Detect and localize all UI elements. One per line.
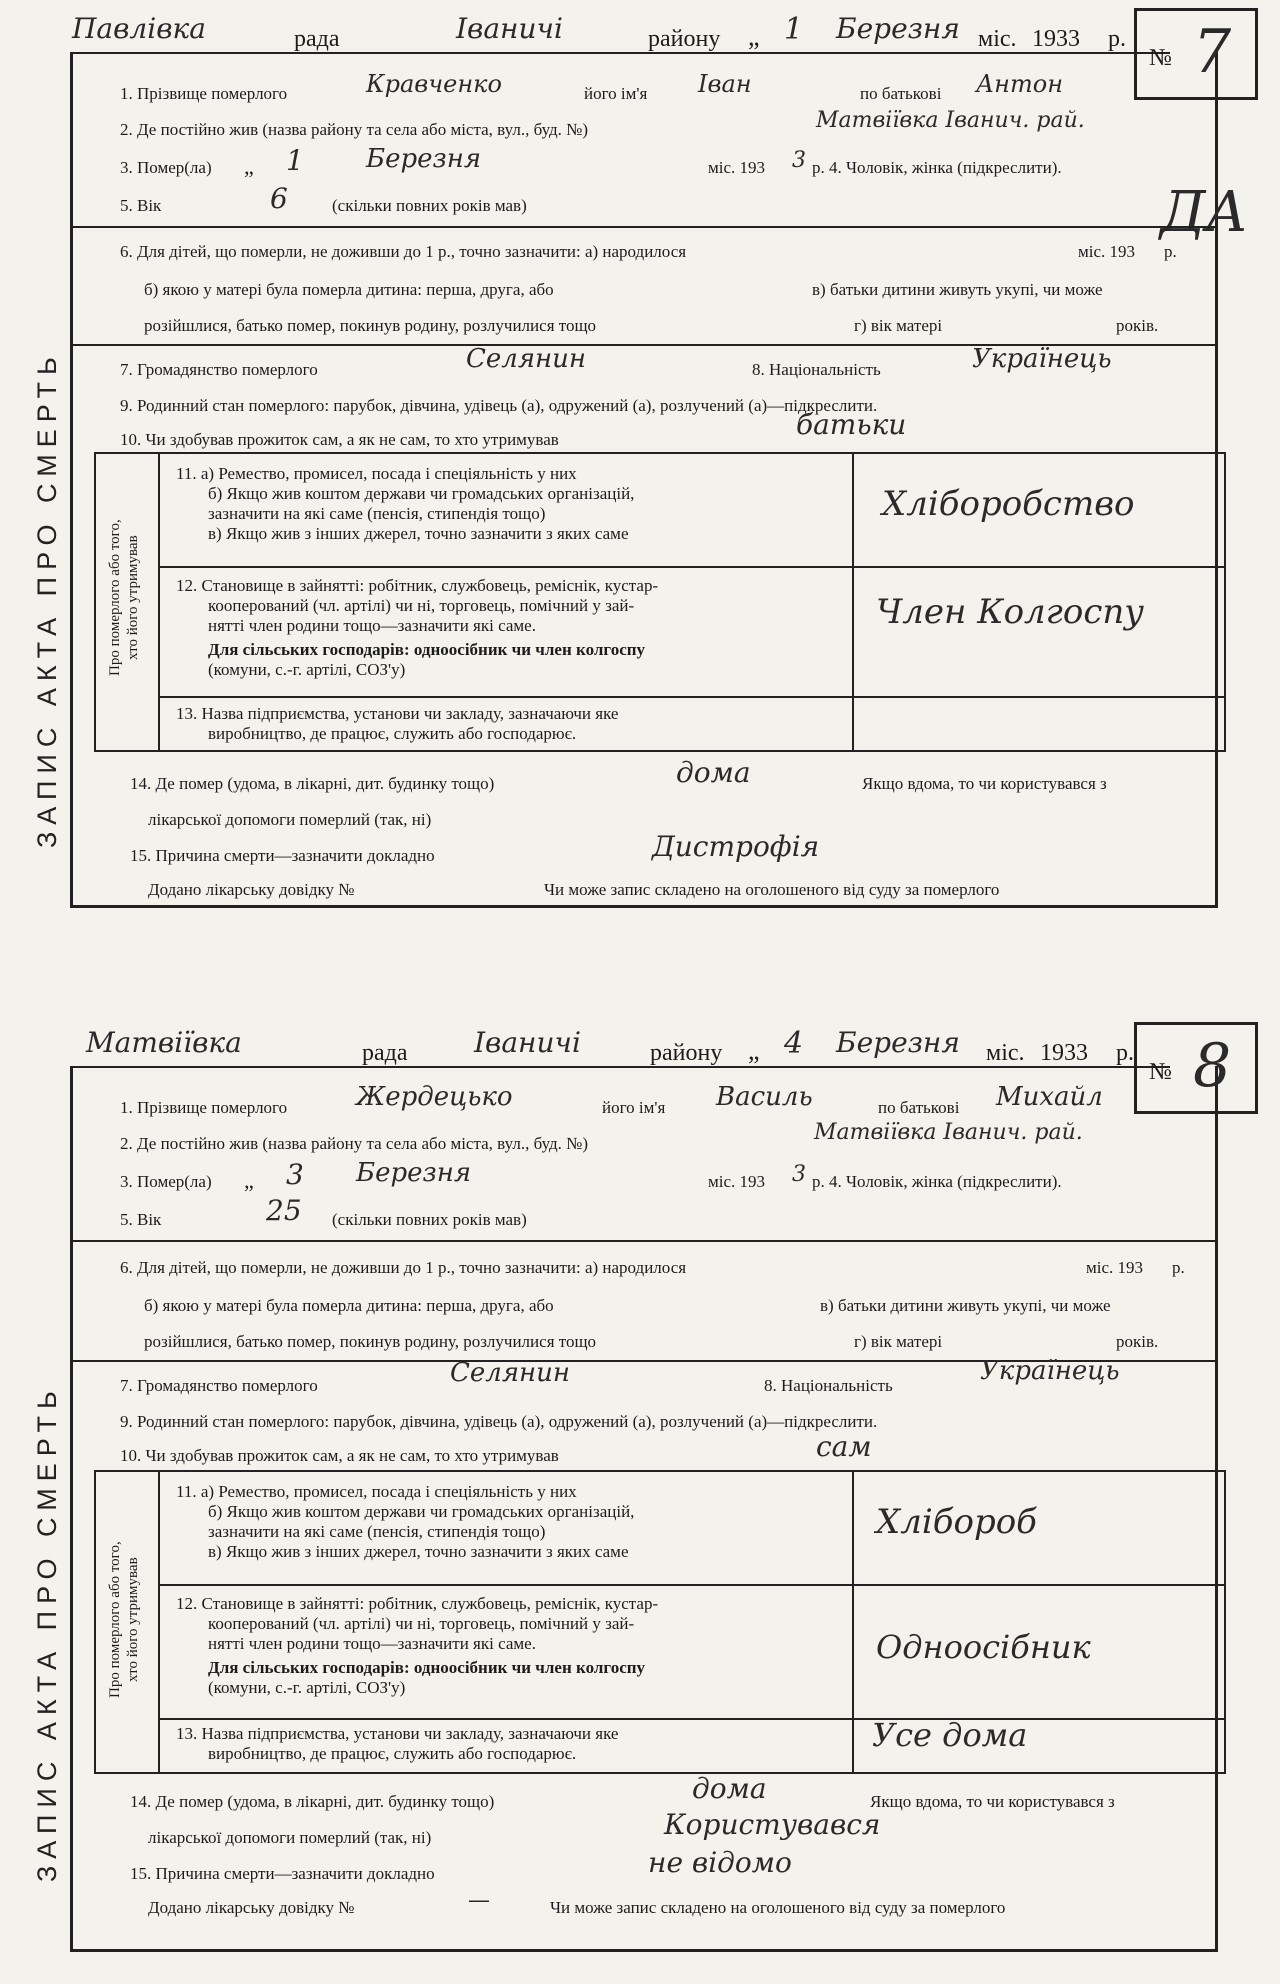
table-divider — [852, 454, 854, 750]
medical-help-label: лікарської допомоги померлий (так, ні) — [148, 810, 432, 829]
occupation-l1: 11. а) Ремество, промисел, посада і спеціяльність у них — [176, 1482, 577, 1501]
side-title: ЗАПИС АКТА ПРО СМЕРТЬ — [32, 1384, 62, 1882]
child-line-3-end: років. — [1116, 1332, 1159, 1351]
name-value: Іван — [698, 70, 752, 98]
cause-value: Дистрофія — [652, 830, 820, 863]
occupation-side-label: Про померлого або того, хто його утримував — [107, 1541, 141, 1699]
district-value: Іваничі — [456, 12, 563, 45]
died-month-label: міс. 193 — [708, 158, 766, 177]
record-number: 7 — [1193, 17, 1232, 87]
patronymic-label: по батькові — [878, 1098, 960, 1117]
residence-label: 2. Де постійно жив (назва району та села або міста, вул., буд. №) — [120, 120, 589, 139]
table-divider — [158, 1472, 160, 1772]
employment-l1: 12. Становище в зайнятті: робітник, службовець, реміснік, кустар- — [176, 1594, 659, 1613]
table-divider — [158, 566, 1224, 568]
date-quote: „ — [748, 22, 760, 51]
residence-value: Матвіївка Іванич. рай. — [814, 1120, 1083, 1145]
council-label: рада — [362, 1040, 408, 1066]
died-day: 3 — [286, 1158, 304, 1191]
record-number-box — [1134, 8, 1258, 100]
medical-help-label: лікарської допомоги померлий (так, ні) — [148, 1828, 432, 1847]
nationality-value: Українець — [980, 1356, 1120, 1386]
header-day: 4 — [784, 1026, 804, 1061]
citizenship-value: Селянин — [450, 1358, 571, 1388]
death-place-value: дома — [676, 756, 751, 789]
surname-label: 1. Прізвище померлого — [120, 1098, 288, 1117]
citizenship-label: 7. Громадянство померлого — [120, 360, 318, 379]
died-month: Березня — [366, 144, 482, 174]
died-month-label: міс. 193 — [708, 1172, 766, 1191]
citizenship-value: Селянин — [466, 344, 587, 374]
header-day: 1 — [784, 12, 804, 47]
workplace-l2: виробництво, де працює, служить або господарює. — [208, 1744, 577, 1763]
died-quote: „ — [244, 1168, 254, 1193]
certificate-label: Додано лікарську довідку № — [148, 1898, 355, 1917]
surname-label: 1. Прізвище померлого — [120, 84, 288, 103]
header-month: Березня — [836, 12, 960, 45]
death-record-2 — [32, 1022, 1258, 1952]
residence-label: 2. Де постійно жив (назва району та села або міста, вул., буд. №) — [120, 1134, 589, 1153]
patronymic-value: Михайл — [996, 1082, 1103, 1112]
child-line-3-mid: г) вік матері — [854, 1332, 943, 1351]
child-line-1: 6. Для дітей, що померли, не доживши до 1 р., точно зазначити: а) народилося — [120, 1258, 687, 1277]
employment-l5: (комуни, с.-г. артілі, СОЗ'у) — [208, 660, 406, 679]
child-line-1-suffix: р. — [1172, 1258, 1185, 1277]
surname-value: Жердецько — [356, 1082, 513, 1112]
district-label: району — [650, 1040, 723, 1066]
employment-value: Член Колгоспу — [876, 592, 1144, 632]
occupation-l1: 11. а) Ремество, промисел, посада і спеціяльність у них — [176, 464, 577, 483]
died-year-digit: 3 — [792, 148, 806, 173]
employment-value: Одноосібник — [876, 1628, 1091, 1666]
marital-label: 9. Родинний стан померлого: парубок, дівчина, удівець (а), одружений (а), розлучений (а)—підкреслити. — [120, 396, 878, 415]
occupation-side-label: Про померлого або того, хто його утримував — [107, 519, 141, 677]
died-quote: „ — [244, 154, 254, 179]
corner-mark: ДА — [1160, 180, 1248, 245]
name-label: його ім'я — [584, 84, 648, 103]
certificate-tail: Чи може запис складено на оголошеного від суду за померлого — [550, 1898, 1006, 1917]
number-label: № — [1149, 45, 1172, 71]
child-line-2-end: в) батьки дитини живуть укупі, чи може — [820, 1296, 1111, 1315]
occupation-l4: в) Якщо жив з інших джерел, точно зазначити з яких саме — [208, 524, 629, 543]
name-label: його ім'я — [602, 1098, 666, 1117]
died-month: Березня — [356, 1158, 472, 1188]
record-number: 8 — [1193, 1031, 1232, 1101]
child-line-3: розійшлися, батько помер, покинув родину, розлучилися тощо — [144, 1332, 597, 1351]
header-year: 1933 — [1040, 1040, 1088, 1066]
surname-value: Кравченко — [366, 70, 502, 98]
child-line-3: розійшлися, батько помер, покинув родину, розлучилися тощо — [144, 316, 597, 335]
side-title: ЗАПИС АКТА ПРО СМЕРТЬ — [32, 350, 62, 848]
employment-l4: Для сільських господарів: одноосібник чи член колгоспу — [208, 640, 646, 659]
nationality-label: 8. Національність — [752, 360, 881, 379]
occupation-l4: в) Якщо жив з інших джерел, точно зазначити з яких саме — [208, 1542, 629, 1561]
citizenship-label: 7. Громадянство померлого — [120, 1376, 318, 1395]
workplace-value: Усе дома — [872, 1716, 1028, 1754]
support-label: 10. Чи здобував прожиток сам, а як не сам, то хто утримував — [120, 430, 559, 449]
certificate-value: — — [468, 1888, 490, 1913]
patronymic-value: Антон — [976, 70, 1063, 98]
child-line-1: 6. Для дітей, що померли, не доживши до 1 р., точно зазначити: а) народилося — [120, 242, 687, 261]
occupation-value: Хлібороб — [876, 1502, 1037, 1542]
died-year-suffix: р. 4. Чоловік, жінка (підкреслити). — [812, 158, 1062, 177]
age-note: (скільки повних років мав) — [332, 196, 527, 215]
name-value: Василь — [716, 1082, 813, 1112]
header-month-label: міс. — [978, 26, 1017, 52]
district-value: Іваничі — [474, 1026, 581, 1059]
child-line-3-mid: г) вік матері — [854, 316, 943, 335]
died-label: 3. Помер(ла) — [120, 1172, 212, 1191]
cause-value: не відомо — [648, 1846, 792, 1879]
header-year-suffix: р. — [1108, 26, 1126, 52]
child-line-3-end: років. — [1116, 316, 1159, 335]
employment-l3: нятті член родини тощо—зазначити які саме. — [208, 1634, 536, 1653]
death-place-label: 14. Де помер (удома, в лікарні, дит. будинку тощо) — [130, 774, 495, 793]
table-divider — [158, 1584, 1224, 1586]
employment-l5: (комуни, с.-г. артілі, СОЗ'у) — [208, 1678, 406, 1697]
council-label: рада — [294, 26, 340, 52]
occupation-l3: зазначити на які саме (пенсія, стипендія тощо) — [208, 504, 546, 523]
employment-l4: Для сільських господарів: одноосібник чи член колгоспу — [208, 1658, 646, 1677]
died-day: 1 — [286, 144, 304, 177]
header-year-suffix: р. — [1116, 1040, 1134, 1066]
employment-l2: кооперований (чл. артілі) чи ні, торговець, помічний у зай- — [208, 1614, 635, 1633]
death-place-tail: Якщо вдома, то чи користувався з — [870, 1792, 1115, 1811]
died-label: 3. Помер(ла) — [120, 158, 212, 177]
death-record-1 — [32, 8, 1258, 908]
occupation-l2: б) Якщо жив коштом держави чи громадських організацій, — [208, 1502, 635, 1521]
child-line-2: б) якою у матері була померла дитина: перша, друга, або — [144, 1296, 554, 1315]
rule — [70, 226, 1218, 228]
patronymic-label: по батькові — [860, 84, 942, 103]
certificate-tail: Чи може запис складено на оголошеного від суду за померлого — [544, 880, 1000, 899]
death-place-label: 14. Де помер (удома, в лікарні, дит. будинку тощо) — [130, 1792, 495, 1811]
date-quote: „ — [748, 1036, 760, 1065]
death-place-value: дома — [692, 1772, 767, 1805]
age-note: (скільки повних років мав) — [332, 1210, 527, 1229]
support-label: 10. Чи здобував прожиток сам, а як не сам, то хто утримував — [120, 1446, 559, 1465]
employment-l1: 12. Становище в зайнятті: робітник, службовець, реміснік, кустар- — [176, 576, 659, 595]
died-year-suffix: р. 4. Чоловік, жінка (підкреслити). — [812, 1172, 1062, 1191]
death-place-tail: Якщо вдома, то чи користувався з — [862, 774, 1107, 793]
certificate-label: Додано лікарську довідку № — [148, 880, 355, 899]
occupation-l3: зазначити на які саме (пенсія, стипендія тощо) — [208, 1522, 546, 1541]
district-label: району — [648, 26, 721, 52]
support-value: сам — [816, 1430, 872, 1463]
support-value: батьки — [796, 408, 907, 441]
cause-label: 15. Причина смерти—зазначити докладно — [130, 1864, 435, 1883]
nationality-label: 8. Національність — [764, 1376, 893, 1395]
table-divider — [158, 454, 160, 750]
age-label: 5. Вік — [120, 196, 162, 215]
child-line-1-end: міс. 193 — [1078, 242, 1136, 261]
header-month-label: міс. — [986, 1040, 1025, 1066]
header-month: Березня — [836, 1026, 960, 1059]
record-number-box — [1134, 1022, 1258, 1114]
council-value: Матвіївка — [86, 1026, 242, 1059]
table-divider — [158, 1718, 1224, 1720]
rule — [70, 1240, 1218, 1242]
child-line-1-end: міс. 193 — [1086, 1258, 1144, 1277]
age-value: 6 — [270, 182, 288, 215]
medical-help-value: Користувався — [664, 1808, 881, 1841]
died-year-digit: 3 — [792, 1162, 806, 1187]
residence-value: Матвіївка Іванич. рай. — [816, 108, 1085, 133]
number-label: № — [1149, 1059, 1172, 1085]
cause-label: 15. Причина смерти—зазначити докладно — [130, 846, 435, 865]
child-line-2: б) якою у матері була померла дитина: перша, друга, або — [144, 280, 554, 299]
workplace-l1: 13. Назва підприємства, установи чи закладу, зазначаючи яке — [176, 1724, 619, 1743]
workplace-l1: 13. Назва підприємства, установи чи закладу, зазначаючи яке — [176, 704, 619, 723]
occupation-value: Хліборобство — [882, 484, 1135, 524]
marital-label: 9. Родинний стан померлого: парубок, дівчина, удівець (а), одружений (а), розлучений (а)—підкреслити. — [120, 1412, 878, 1431]
table-divider — [852, 1472, 854, 1772]
age-value: 25 — [266, 1194, 302, 1227]
employment-l2: кооперований (чл. артілі) чи ні, торговець, помічний у зай- — [208, 596, 635, 615]
employment-l3: нятті член родини тощо—зазначити які саме. — [208, 616, 536, 635]
age-label: 5. Вік — [120, 1210, 162, 1229]
occupation-l2: б) Якщо жив коштом держави чи громадських організацій, — [208, 484, 635, 503]
child-line-1-suffix: р. — [1164, 242, 1177, 261]
council-value: Павлівка — [72, 12, 206, 45]
child-line-2-end: в) батьки дитини живуть укупі, чи може — [812, 280, 1103, 299]
workplace-l2: виробництво, де працює, служить або господарює. — [208, 724, 577, 743]
nationality-value: Українець — [972, 344, 1112, 374]
table-divider — [158, 696, 1224, 698]
header-year: 1933 — [1032, 26, 1080, 52]
